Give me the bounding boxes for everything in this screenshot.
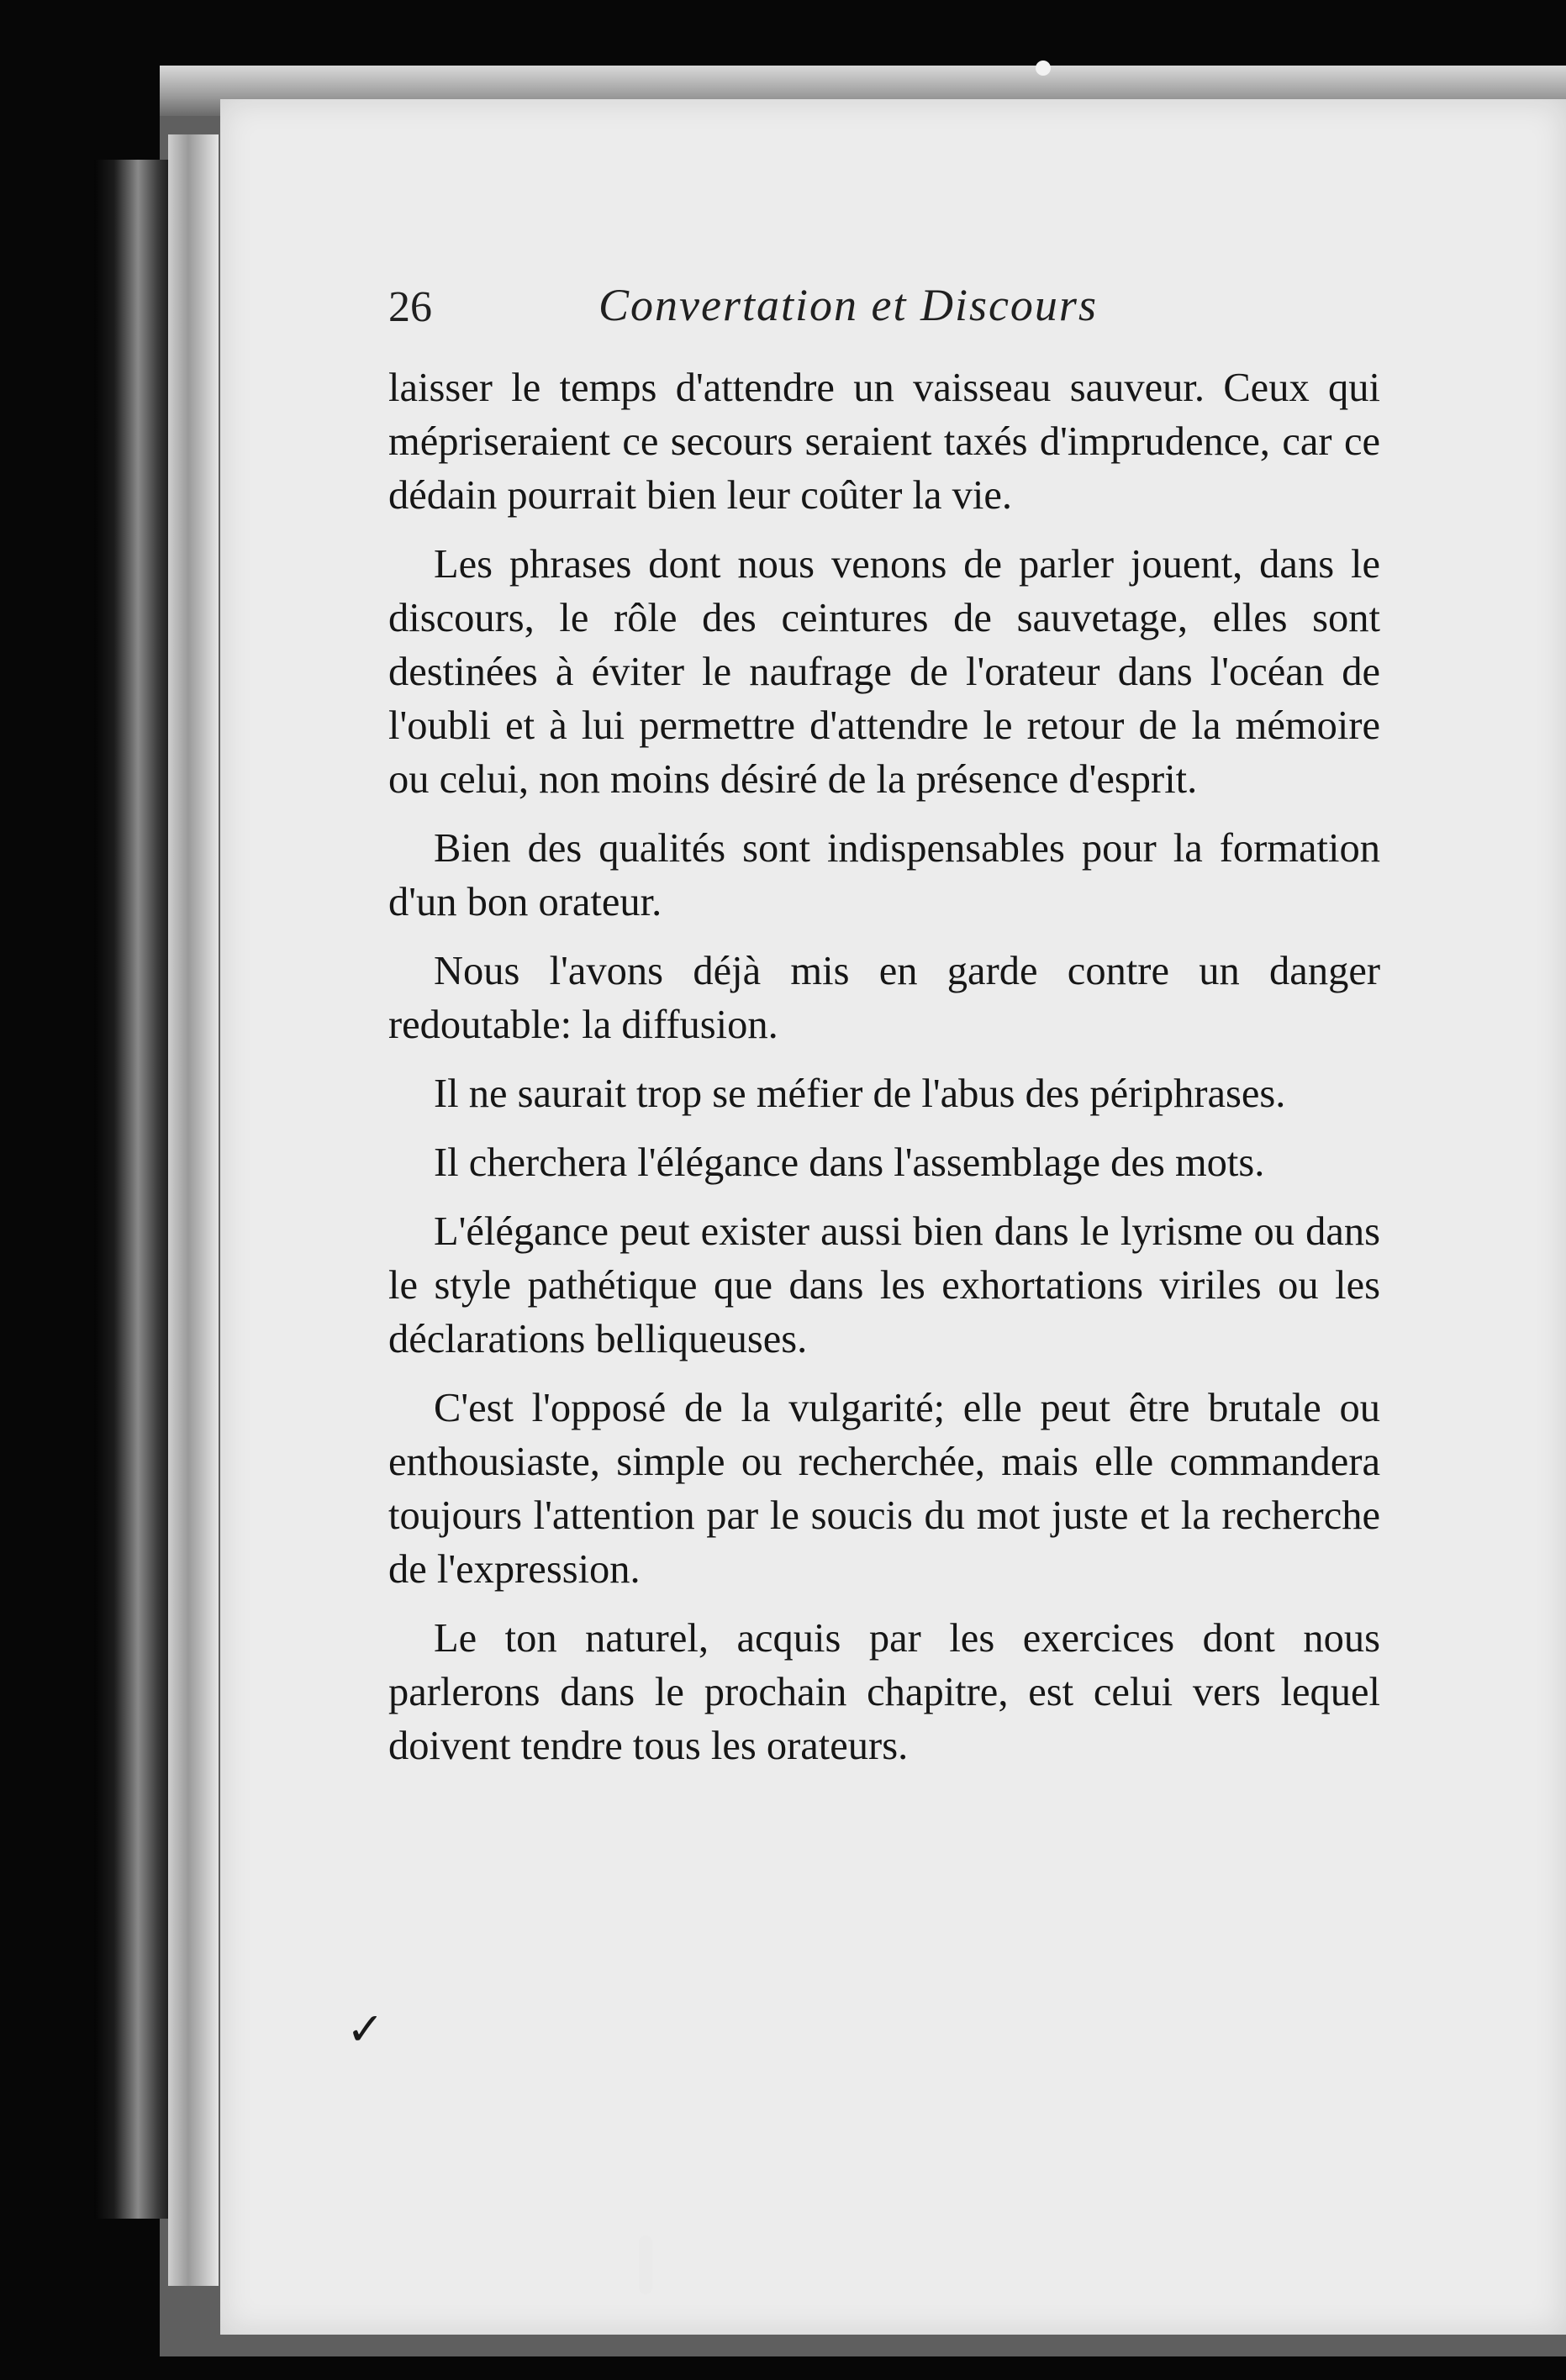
- page-edge-stack: [168, 134, 219, 2286]
- book-page: [220, 99, 1566, 2335]
- paragraph: Bien des qualités sont indispensables pour la formation d'un bon orateur.: [388, 826, 1380, 924]
- running-head: [388, 267, 1481, 343]
- check-mark-icon: ✓: [346, 2003, 385, 2056]
- binding-shadow: [94, 160, 174, 2219]
- paragraph: laisser le temps d'attendre un vaisseau sauveur. Ceux qui mépriseraient ce secours seraient taxés d'imprudence, car ce dédain pourrait bien leur coûter la vie.: [388, 366, 1380, 518]
- paragraph: Le ton naturel, acquis par les exercices dont nous parlerons dans le prochain chapitre, est celui vers lequel doivent tendre tous les orateurs.: [388, 1616, 1380, 1768]
- paragraph: C'est l'opposé de la vulgarité; elle peut être brutale ou enthousiaste, simple ou recherchée, mais elle commandera toujours l'attention par le soucis du mot juste et la recherche de l'expression.: [388, 1386, 1380, 1592]
- scan-artifact: [639, 2235, 652, 2294]
- paragraph: L'élégance peut exister aussi bien dans le lyrisme ou dans le style pathétique que dans les exhortations viriles ou les déclarations belliqueuses.: [388, 1209, 1380, 1361]
- running-title: Convertation et Discours: [598, 280, 1098, 330]
- body-text: [388, 361, 1380, 1788]
- paragraph: Les phrases dont nous venons de parler jouent, dans le discours, le rôle des ceintures de sauvetage, elles sont destinées à éviter le naufrage de l'orateur dans l'océan de l'oubli et à lui permettre d'attendre le retour de la mémoire ou celui, non moins désiré de la présence d'esprit.: [388, 542, 1380, 802]
- paragraph: Il cherchera l'élégance dans l'assemblage des mots.: [434, 1140, 1265, 1185]
- paragraph: Il ne saurait trop se méfier de l'abus des périphrases.: [434, 1072, 1286, 1116]
- paragraph: Nous l'avons déjà mis en garde contre un danger redoutable: la diffusion.: [388, 949, 1380, 1047]
- scan-speck: [1036, 61, 1051, 76]
- page-number: 26: [388, 283, 432, 331]
